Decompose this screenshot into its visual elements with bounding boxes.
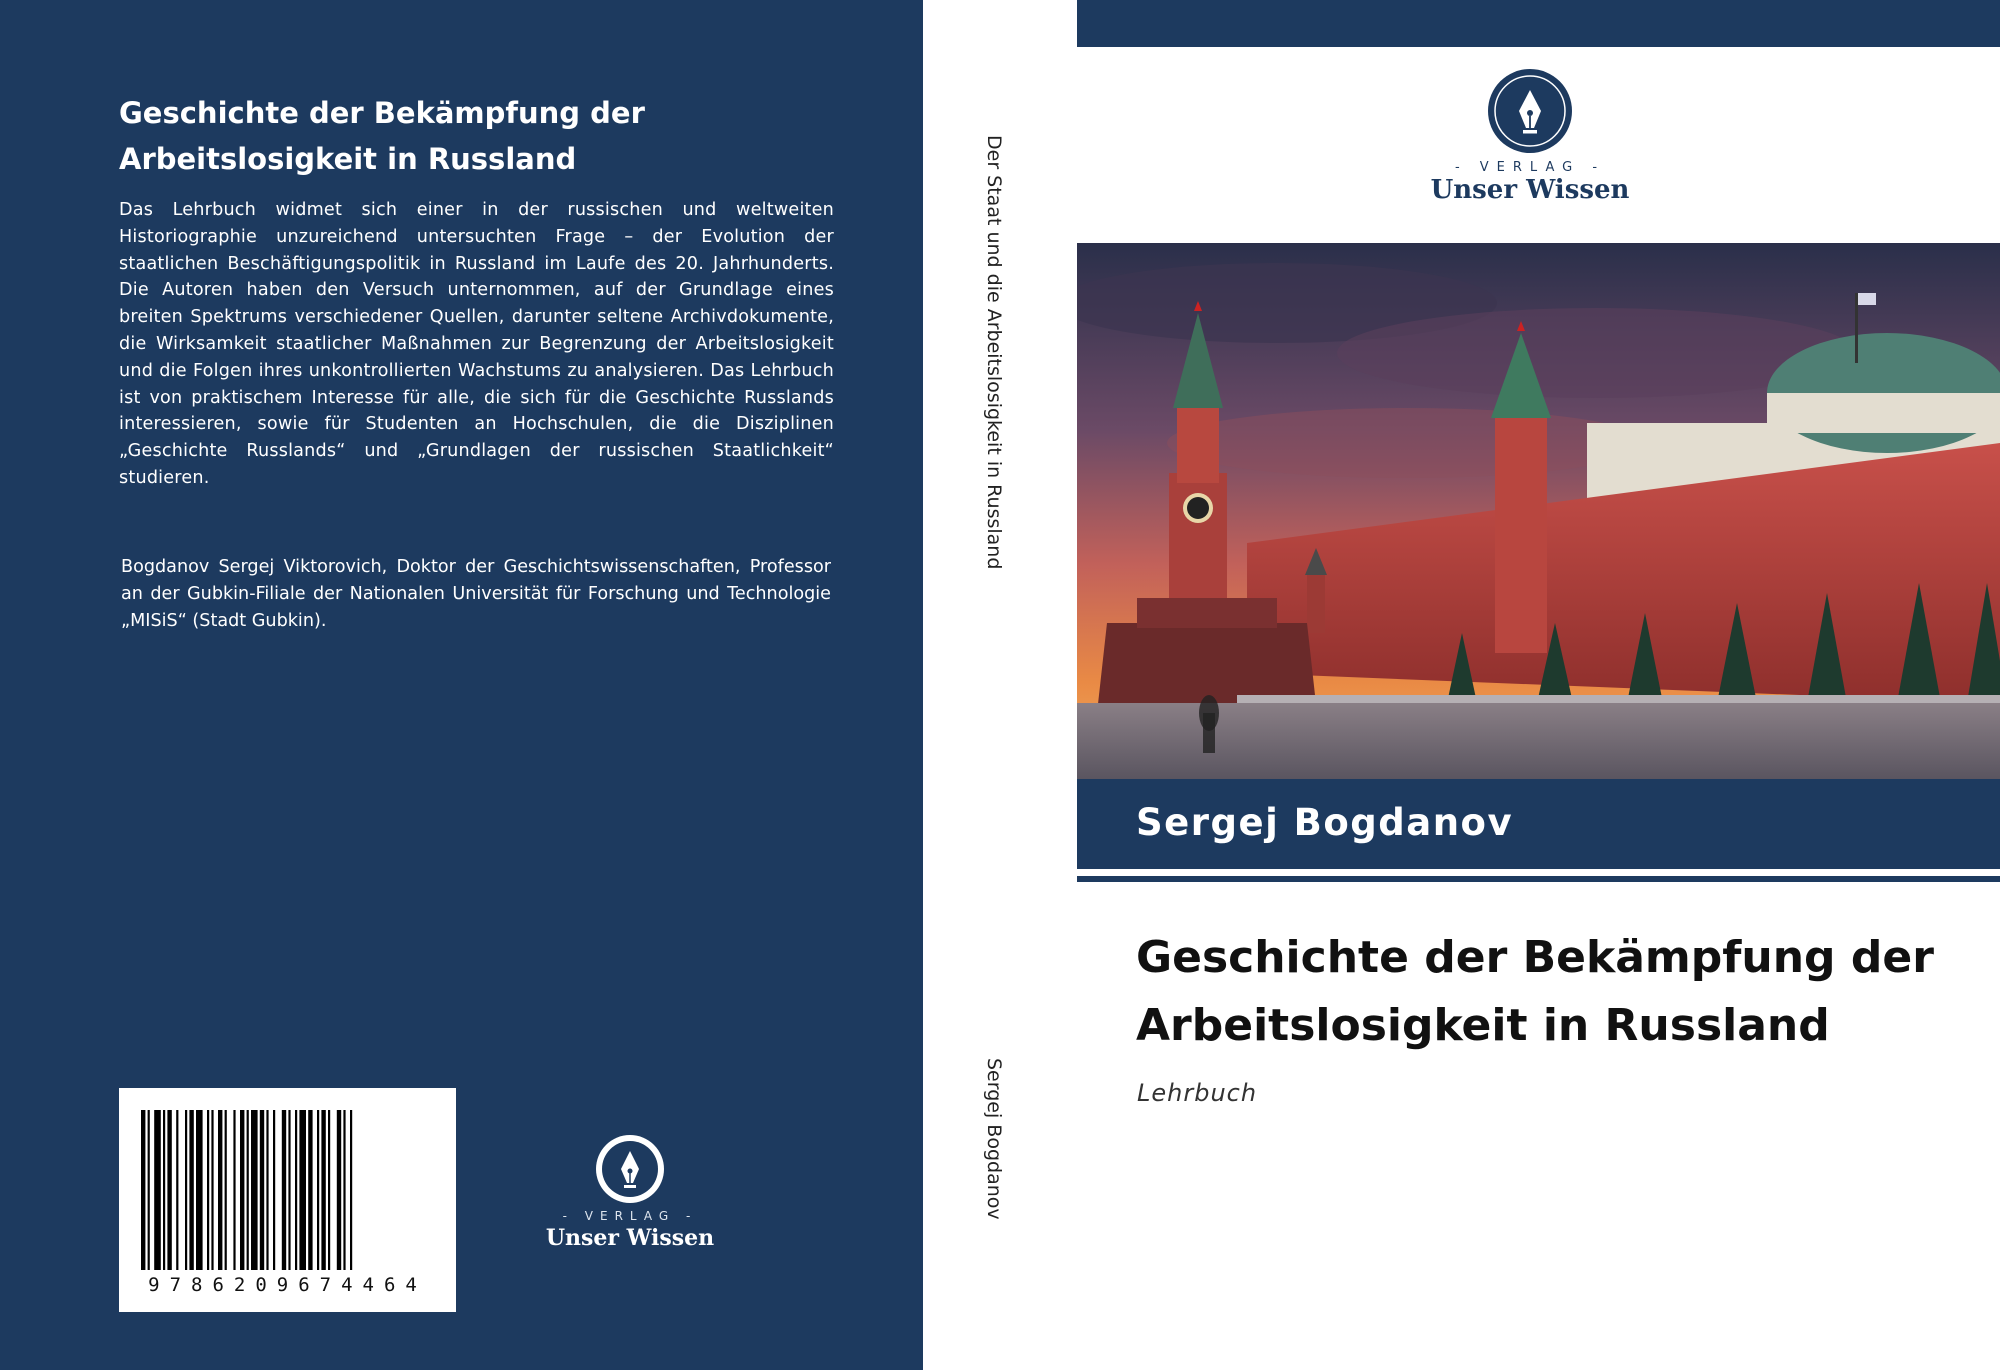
barcode-bar bbox=[163, 1110, 165, 1270]
barcode-bar bbox=[141, 1110, 145, 1270]
barcode-bar bbox=[225, 1110, 227, 1270]
barcode-bar bbox=[167, 1110, 171, 1270]
barcode-bar bbox=[328, 1110, 330, 1270]
barcode-bar bbox=[288, 1110, 290, 1270]
back-cover bbox=[0, 0, 923, 1370]
barcode-bar bbox=[260, 1110, 264, 1270]
fountain-pen-nib-icon bbox=[594, 1133, 666, 1205]
barcode-bar bbox=[218, 1110, 222, 1270]
barcode-bar bbox=[207, 1110, 209, 1270]
barcode-bars bbox=[119, 1088, 456, 1278]
barcode-bar bbox=[317, 1110, 319, 1270]
barcode-bar bbox=[273, 1110, 275, 1270]
front-cover-title: Geschichte der Bekämpfung der Arbeitslosigkeit in Russland bbox=[1136, 932, 1934, 1051]
barcode-bar bbox=[251, 1110, 258, 1270]
fountain-pen-nib-icon bbox=[1487, 68, 1573, 154]
barcode-bar bbox=[233, 1110, 235, 1270]
front-publisher-logo bbox=[1420, 68, 1640, 205]
front-cover-author: Sergej Bogdanov bbox=[1136, 801, 1514, 844]
back-cover-title: Geschichte der Bekämpfung der Arbeitslosigkeit in Russland bbox=[119, 96, 645, 176]
publisher-name: Unser Wissen bbox=[545, 1225, 715, 1251]
front-cover-subtitle: Lehrbuch bbox=[1137, 1079, 1258, 1107]
isbn-barcode bbox=[119, 1088, 456, 1312]
cover-photo-kremlin bbox=[1077, 243, 2000, 779]
barcode-bar bbox=[154, 1110, 161, 1270]
isbn-digits: 9786209674464 bbox=[148, 1274, 427, 1296]
barcode-bar bbox=[343, 1110, 345, 1270]
barcode-bar bbox=[247, 1110, 249, 1270]
barcode-bar bbox=[266, 1110, 268, 1270]
barcode-bar bbox=[350, 1110, 352, 1270]
barcode-bar bbox=[337, 1110, 341, 1270]
barcode-bar bbox=[299, 1110, 306, 1270]
barcode-bar bbox=[185, 1110, 187, 1270]
publisher-verlag-label: - VERLAG - bbox=[1454, 160, 1606, 175]
front-top-bar bbox=[1077, 0, 2000, 47]
spine-title: Der Staat und die Arbeitslosigkeit in Russland bbox=[983, 135, 1005, 570]
kremlin-illustration bbox=[1077, 243, 2000, 779]
divider-line bbox=[1077, 876, 2000, 882]
back-publisher-logo bbox=[540, 1133, 720, 1258]
barcode-bar bbox=[189, 1110, 193, 1270]
barcode-bar bbox=[176, 1110, 178, 1270]
barcode-bar bbox=[211, 1110, 213, 1270]
barcode-bar bbox=[240, 1110, 244, 1270]
publisher-verlag-label: - VERLAG - bbox=[562, 1209, 698, 1223]
barcode-bar bbox=[196, 1110, 203, 1270]
publisher-name: Unser Wissen bbox=[1430, 175, 1630, 205]
barcode-bar bbox=[282, 1110, 286, 1270]
back-cover-description: Das Lehrbuch widmet sich einer in der russischen und weltweiten Historiographie unzureichend untersuchten Frage – der Evolution der staatlichen Beschäftigungspolitik in Russland im Laufe des 20. Jahrhunderts. Die Autoren haben den Versuch unternommen, auf der Grundlage eines breiten Spektrums verschiedener Quellen, darunter seltene Archivdokumente, die Wirksamkeit staatlicher Maßnahmen zur Begrenzung der Arbeitslosigkeit und die Folgen ihres unkontrollierten Wachstums zu analysieren. Das Lehrbuch ist von praktischem Interesse für alle, die sich für die Geschichte Russlands interessieren, sowie für Studenten an Hochschulen, die die Disziplinen „Geschichte Russlands“ und „Grundlagen der russischen Staatlichkeit“ studieren. bbox=[119, 200, 834, 488]
barcode-bar bbox=[321, 1110, 325, 1270]
author-bio: Bogdanov Sergej Viktorovich, Doktor der Geschichtswissenschaften, Professor an der Gubkin-Filiale der Nationalen Universität für Forschung und Technologie „MISiS“ (Stadt Gubkin). bbox=[121, 557, 831, 631]
barcode-bar bbox=[148, 1110, 150, 1270]
barcode-bar bbox=[308, 1110, 312, 1270]
spine-author: Sergej Bogdanov bbox=[983, 1058, 1005, 1220]
barcode-bar bbox=[295, 1110, 297, 1270]
author-bar bbox=[1077, 779, 2000, 869]
